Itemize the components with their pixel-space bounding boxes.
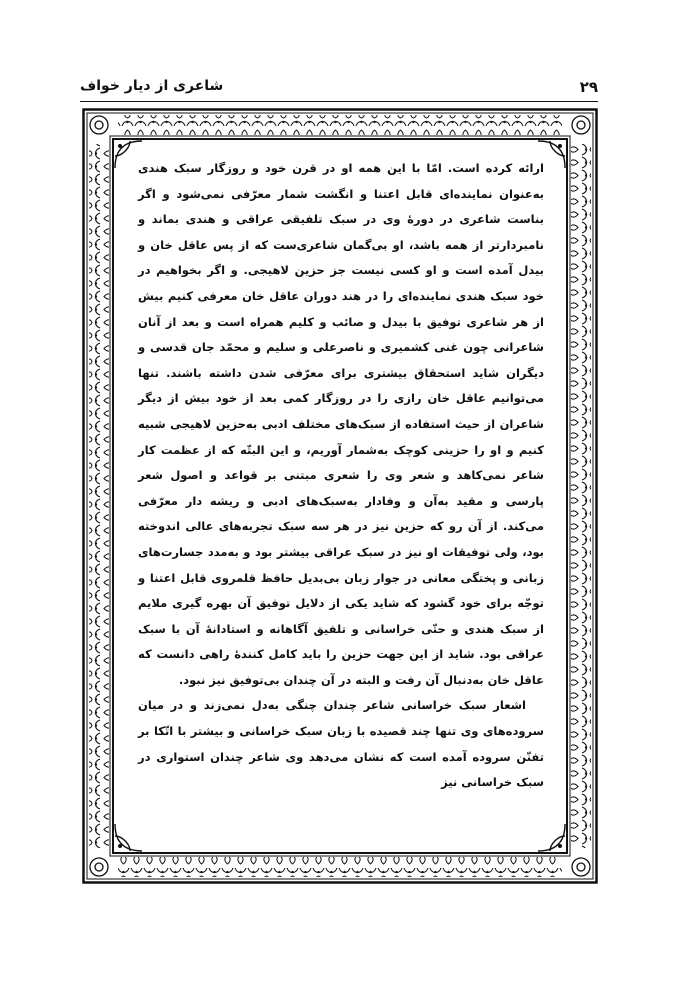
paragraph-2: اشعار سبک خراسانی شاعر چندان چنگی به‌دل نمی‌زند و در میان سروده‌های وی تنها چند قصیده با زبان سبک خراسانی و بیشتر با اتّکا بر تفنّن سروده آمده است که نشان می‌دهد وی شاعر چندان استواری در سبک خراسانی نیز: [138, 698, 544, 790]
page-header: [80, 78, 598, 100]
header-rule: [80, 101, 598, 102]
running-title: شاعری از دیار خواف: [80, 78, 224, 94]
page-number: ۲۹: [579, 78, 598, 96]
body-text: [138, 156, 544, 796]
paragraph-1: ارائه کرده است. امّا با این همه او در قرن خود و روزگار سبک هندی به‌عنوان نماینده‌ای قابل اعتنا و انگشت شمار معرّفی نمی‌شود و اگر بناست شاعری در دورهٔ وی در سبک تلفیقی عراقی و هندی بماند و نامبردارتر از همه باشد، او بی‌گمان شاعری‌ست که از پس عاقل خان و بیدل آمده است و او کسی نیست جز حزین لاهیجی. و اگر بخواهیم در خود سبک هندی نماینده‌ای را در هند دوران عاقل خان معرفی کنیم بیش از هر شاعری توفیق با بیدل و صائب و کلیم همراه است و بعد از آنان شاعرانی چون غنی کشمیری و ناصرعلی و سلیم و محمّد جان قدسی و دیگران شاید استحقاق بیشتری برای معرّفی شدن داشته باشند. تنها می‌توانیم عاقل خان رازی را در روزگار کمی بعد از خود بیش از دیگر شاعران از حیث استفاده از سبک‌های مختلف ادبی به‌حزین لاهیجی شبیه کنیم و او را حزینی کوچک به‌شمار آوریم، و این البتّه که از عظمت کار شاعر نمی‌کاهد و شعر وی را شعری مبتنی بر قواعد و اصول شعر پارسی و مقید به‌آن و وفادار به‌سبک‌های ادبی و ریشه دار معرّفی می‌کند. از آن رو که حزین نیز در هر سه سبک تجربه‌های عالی اندوخته بود، ولی توفیقات او نیز در سبک عراقی بیشتر بود و به‌مدد جسارت‌های زبانی و پختگی معانی در جوار زبان بی‌بدیل حافظ قلمروی قابل اعتنا و توجّه برای خود گشود که شاید یکی از دلایل توفیق آن بهره گیری ملایم از سبک هندی و حتّی خراسانی و تلفیق آگاهانه و استادانهٔ آن با سبک عراقی بود. شاید از این جهت حزین را باید کامل کنندهٔ راهی دانست که عاقل خان به‌دنبال آن رفت و البته در آن چندان بی‌توفیق نیز نبود.: [138, 161, 544, 687]
